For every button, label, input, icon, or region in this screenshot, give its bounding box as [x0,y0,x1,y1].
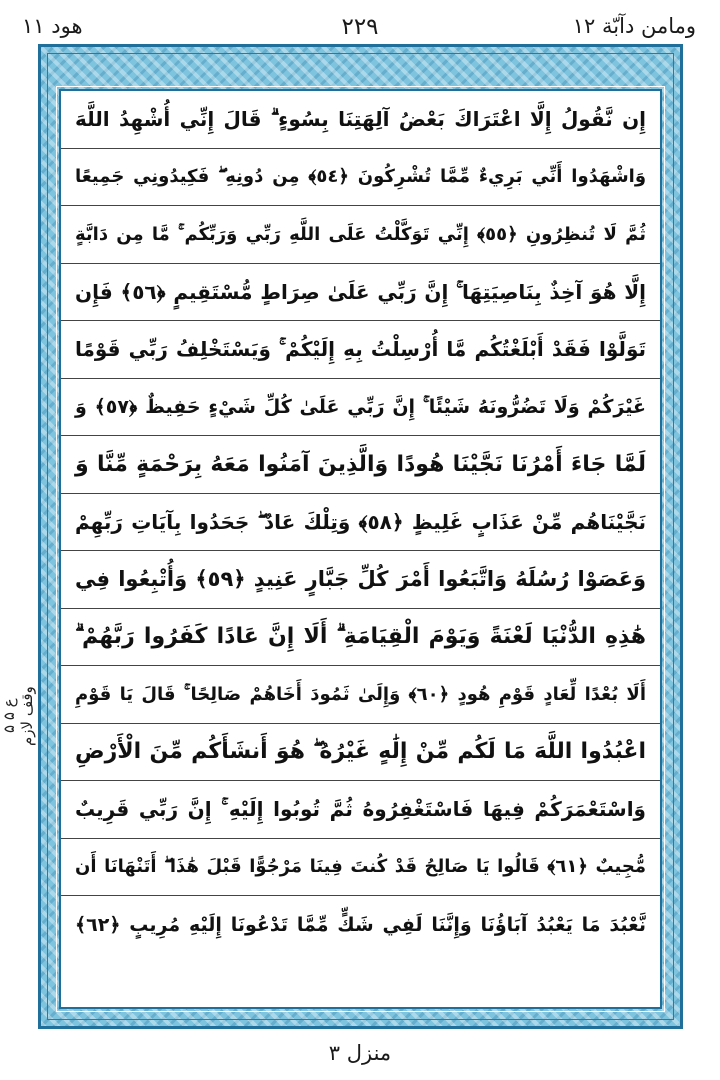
text-line-15 [61,896,660,954]
surah-name-header: هود ۱۱ [22,14,83,38]
text-line-2-content: وَاشْهَدُوا أَنِّي بَرِيءٌ مِّمَّا تُشْرِكُونَ ﴿٥٤﴾ مِن دُونِهِ ۖ فَكِيدُونِي جَمِيعًا [75,166,647,188]
text-line-9 [61,551,660,609]
text-line-12-content: اعْبُدُوا اللَّهَ مَا لَكُم مِّنْ إِلَٰهٍ غَيْرُهُ ۖ هُوَ أَنشَأَكُم مِّنَ الْأَرْضِ [75,739,646,765]
text-line-3-content: ثُمَّ لَا تُنظِرُونِ ﴿٥٥﴾ إِنِّي تَوَكَّلْتُ عَلَى اللَّهِ رَبِّي وَرَبِّكُم ۚ مَّا مِن دَابَّةٍ [75,223,647,245]
decorative-page-border [38,44,683,1029]
text-line-5 [61,321,660,379]
text-line-6 [61,379,660,437]
text-line-12 [61,724,660,782]
margin-note-line1: ع ۵ ۵ [0,698,18,734]
text-line-1-content: إِن نَّقُولُ إِلَّا اعْتَرَاكَ بَعْضُ آلِهَتِنَا بِسُوءٍ ۗ قَالَ إِنِّي أُشْهِدُ اللَّهَ [75,107,646,132]
text-line-15-content: نَّعْبُدَ مَا يَعْبُدُ آبَاؤُنَا وَإِنَّنَا لَفِي شَكٍّ مِّمَّا تَدْعُونَا إِلَيْهِ مُرِيبٍ ﴿٦٢﴾ [75,913,646,936]
text-line-13-content: وَاسْتَعْمَرَكُمْ فِيهَا فَاسْتَغْفِرُوهُ ثُمَّ تُوبُوا إِلَيْهِ ۚ إِنَّ رَبِّي قَرِيبٌ [75,797,646,822]
margin-ruku-note [0,676,40,756]
text-line-7-content: لَمَّا جَاءَ أَمْرُنَا نَجَّيْنَا هُودًا وَالَّذِينَ آمَنُوا مَعَهُ بِرَحْمَةٍ مِّنَّا وَ [75,451,646,477]
text-line-11-content: أَلَا بُعْدًا لِّعَادٍ قَوْمِ هُودٍ ﴿٦٠﴾ وَإِلَىٰ ثَمُودَ أَخَاهُمْ صَالِحًا ۚ قَالَ يَا قَوْمِ [75,683,646,705]
juz-name-header: ومامن دآبّة ۱۲ [572,14,696,38]
text-line-5-content: تَوَلَّوْا فَقَدْ أَبْلَغْتُكُم مَّا أُرْسِلْتُ بِهِ إِلَيْكُمْ ۚ وَيَسْتَخْلِفُ رَبِّي قَوْمًا [75,337,646,362]
text-line-10-content: هَٰذِهِ الدُّنْيَا لَعْنَةً وَيَوْمَ الْقِيَامَةِ ۗ أَلَا إِنَّ عَادًا كَفَرُوا رَبَّهُمْ ۗ [75,624,646,650]
text-line-14 [61,839,660,897]
text-line-8 [61,494,660,552]
text-line-2 [61,149,660,207]
text-area [59,89,662,1009]
text-line-9-content: وَعَصَوْا رُسُلَهُ وَاتَّبَعُوا أَمْرَ كُلِّ جَبَّارٍ عَنِيدٍ ﴿٥٩﴾ وَأُتْبِعُوا فِي [75,567,647,592]
text-line-7 [61,436,660,494]
margin-note-line2: وقف لازم [18,686,36,746]
page-number: ۲۲۹ [341,14,379,40]
text-line-1 [61,91,660,149]
text-line-10 [61,609,660,667]
text-line-13 [61,781,660,839]
verse-lines [61,91,660,1007]
text-line-6-content: غَيْرَكُمْ وَلَا تَضُرُّونَهُ شَيْئًا ۚ إِنَّ رَبِّي عَلَىٰ كُلِّ شَيْءٍ حَفِيظٌ ﴿٥٧﴾ وَ [75,395,646,418]
text-line-11 [61,666,660,724]
text-line-4-content: إِلَّا هُوَ آخِذٌ بِنَاصِيَتِهَا ۚ إِنَّ رَبِّي عَلَىٰ صِرَاطٍ مُّسْتَقِيمٍ ﴿٥٦﴾ فَإِن [75,279,646,304]
text-line-14-content: مُّجِيبٌ ﴿٦١﴾ قَالُوا يَا صَالِحُ قَدْ كُنتَ فِينَا مَرْجُوًّا قَبْلَ هَٰذَا ۖ أَتَنْهَانَا أَن [75,856,646,878]
manzil-footer: منزل ۳ [328,1041,392,1065]
text-line-3 [61,206,660,264]
text-line-4 [61,264,660,322]
text-line-8-content: نَجَّيْنَاهُم مِّنْ عَذَابٍ غَلِيظٍ ﴿٥٨﴾ وَتِلْكَ عَادٌ ۖ جَحَدُوا بِآيَاتِ رَبِّهِمْ [75,509,646,534]
